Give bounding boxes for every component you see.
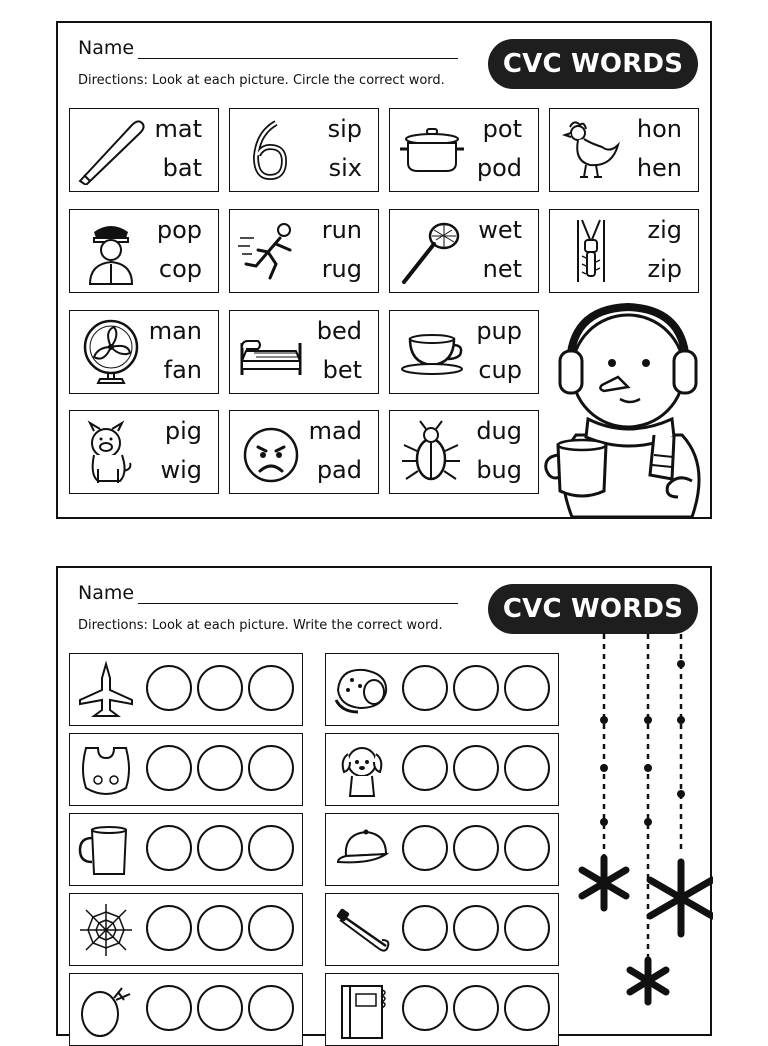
hanging-snowflakes-icon <box>568 634 713 1034</box>
worksheet-write-words <box>56 566 712 1036</box>
letter-box[interactable] <box>248 745 294 791</box>
zipper-icon <box>556 216 626 286</box>
fan-icon <box>76 317 146 387</box>
word-option[interactable]: bed <box>316 317 362 345</box>
letter-box[interactable] <box>197 825 243 871</box>
letter-box[interactable] <box>402 905 448 951</box>
jet-icon <box>76 660 136 720</box>
letter-box[interactable] <box>248 905 294 951</box>
running-person-icon <box>236 216 306 286</box>
word-option[interactable]: wet <box>478 216 522 244</box>
worksheet-circle-words <box>56 21 712 519</box>
word-card <box>549 209 699 293</box>
mug-icon <box>76 820 136 880</box>
word-card <box>229 410 379 494</box>
snowman-with-headphones-icon <box>542 295 712 517</box>
word-option[interactable]: pop <box>156 216 202 244</box>
write-word-card <box>325 893 559 966</box>
name-row <box>78 37 458 59</box>
cap-icon <box>332 820 392 880</box>
word-card <box>229 209 379 293</box>
word-option[interactable]: pod <box>476 154 522 182</box>
number-six-icon <box>236 115 306 185</box>
word-option[interactable]: mat <box>154 115 202 143</box>
word-card <box>549 108 699 192</box>
word-option[interactable]: bet <box>322 356 362 384</box>
letter-box[interactable] <box>453 665 499 711</box>
word-card <box>69 310 219 394</box>
word-option[interactable]: cop <box>158 255 202 283</box>
word-option[interactable]: mad <box>308 417 362 445</box>
pig-icon <box>76 417 146 487</box>
ham-icon <box>332 660 392 720</box>
word-option[interactable]: pad <box>316 456 362 484</box>
word-option[interactable]: pig <box>164 417 202 445</box>
letter-box[interactable] <box>146 905 192 951</box>
word-card <box>229 310 379 394</box>
write-word-card <box>69 893 303 966</box>
word-card <box>69 410 219 494</box>
write-word-card <box>69 973 303 1046</box>
word-option[interactable]: zig <box>647 216 682 244</box>
word-option[interactable]: cup <box>478 356 522 384</box>
word-option[interactable]: rug <box>321 255 362 283</box>
word-option[interactable]: zip <box>647 255 682 283</box>
letter-box[interactable] <box>197 665 243 711</box>
letter-box[interactable] <box>197 905 243 951</box>
bug-icon <box>396 417 466 487</box>
angry-face-icon <box>236 417 306 487</box>
name-label: Name <box>78 582 135 604</box>
bed-icon <box>236 317 306 387</box>
letter-box[interactable] <box>504 905 550 951</box>
word-option[interactable]: six <box>328 154 362 182</box>
word-option[interactable]: wig <box>160 456 202 484</box>
word-card <box>389 310 539 394</box>
word-card <box>229 108 379 192</box>
write-word-card <box>69 653 303 726</box>
word-card <box>69 209 219 293</box>
letter-box[interactable] <box>402 825 448 871</box>
write-word-card <box>325 813 559 886</box>
letter-box[interactable] <box>504 825 550 871</box>
letter-box[interactable] <box>197 985 243 1031</box>
word-option[interactable]: bat <box>162 154 202 182</box>
word-option[interactable]: run <box>321 216 362 244</box>
directions-text: Directions: Look at each picture. Circle the correct word. <box>78 73 445 88</box>
book-icon <box>332 980 392 1040</box>
letter-box[interactable] <box>402 985 448 1031</box>
pin-icon <box>332 900 392 960</box>
write-word-card <box>325 653 559 726</box>
butterfly-net-icon <box>396 216 466 286</box>
word-option[interactable]: dug <box>476 417 522 445</box>
directions-text: Directions: Look at each picture. Write the correct word. <box>78 618 443 633</box>
letter-box[interactable] <box>146 825 192 871</box>
name-input-line[interactable] <box>138 40 458 59</box>
letter-box[interactable] <box>402 745 448 791</box>
letter-box[interactable] <box>197 745 243 791</box>
letter-box[interactable] <box>248 985 294 1031</box>
letter-box[interactable] <box>146 745 192 791</box>
write-word-card <box>325 973 559 1046</box>
letter-box[interactable] <box>453 745 499 791</box>
name-label: Name <box>78 37 135 59</box>
title-badge: CVC WORDS <box>488 39 698 89</box>
word-option[interactable]: bug <box>476 456 522 484</box>
letter-box[interactable] <box>504 985 550 1031</box>
word-card <box>69 108 219 192</box>
letter-box[interactable] <box>453 905 499 951</box>
letter-box[interactable] <box>504 745 550 791</box>
word-option[interactable]: pot <box>482 115 522 143</box>
letter-box[interactable] <box>453 985 499 1031</box>
word-card <box>389 410 539 494</box>
word-option[interactable]: net <box>482 255 522 283</box>
word-option[interactable]: hen <box>636 154 682 182</box>
letter-box[interactable] <box>248 825 294 871</box>
word-card <box>389 108 539 192</box>
web-icon <box>76 900 136 960</box>
write-word-card <box>69 733 303 806</box>
word-option[interactable]: man <box>148 317 202 345</box>
letter-box[interactable] <box>453 825 499 871</box>
letter-box[interactable] <box>248 665 294 711</box>
title-badge: CVC WORDS <box>488 584 698 634</box>
puppy-icon <box>332 740 392 800</box>
word-option[interactable]: fan <box>163 356 202 384</box>
word-option[interactable]: hon <box>636 115 682 143</box>
cup-icon <box>396 317 466 387</box>
police-officer-icon <box>76 216 146 286</box>
yam-icon <box>76 980 136 1040</box>
letter-box[interactable] <box>146 985 192 1031</box>
letter-box[interactable] <box>402 665 448 711</box>
write-word-card <box>325 733 559 806</box>
word-card <box>389 209 539 293</box>
name-input-line[interactable] <box>138 585 458 604</box>
pot-icon <box>396 115 466 185</box>
hen-icon <box>556 115 626 185</box>
letter-box[interactable] <box>146 665 192 711</box>
bib-icon <box>76 740 136 800</box>
letter-box[interactable] <box>504 665 550 711</box>
word-option[interactable]: pup <box>476 317 522 345</box>
write-word-card <box>69 813 303 886</box>
name-row <box>78 582 458 604</box>
word-option[interactable]: sip <box>327 115 362 143</box>
baseball-bat-icon <box>76 115 146 185</box>
